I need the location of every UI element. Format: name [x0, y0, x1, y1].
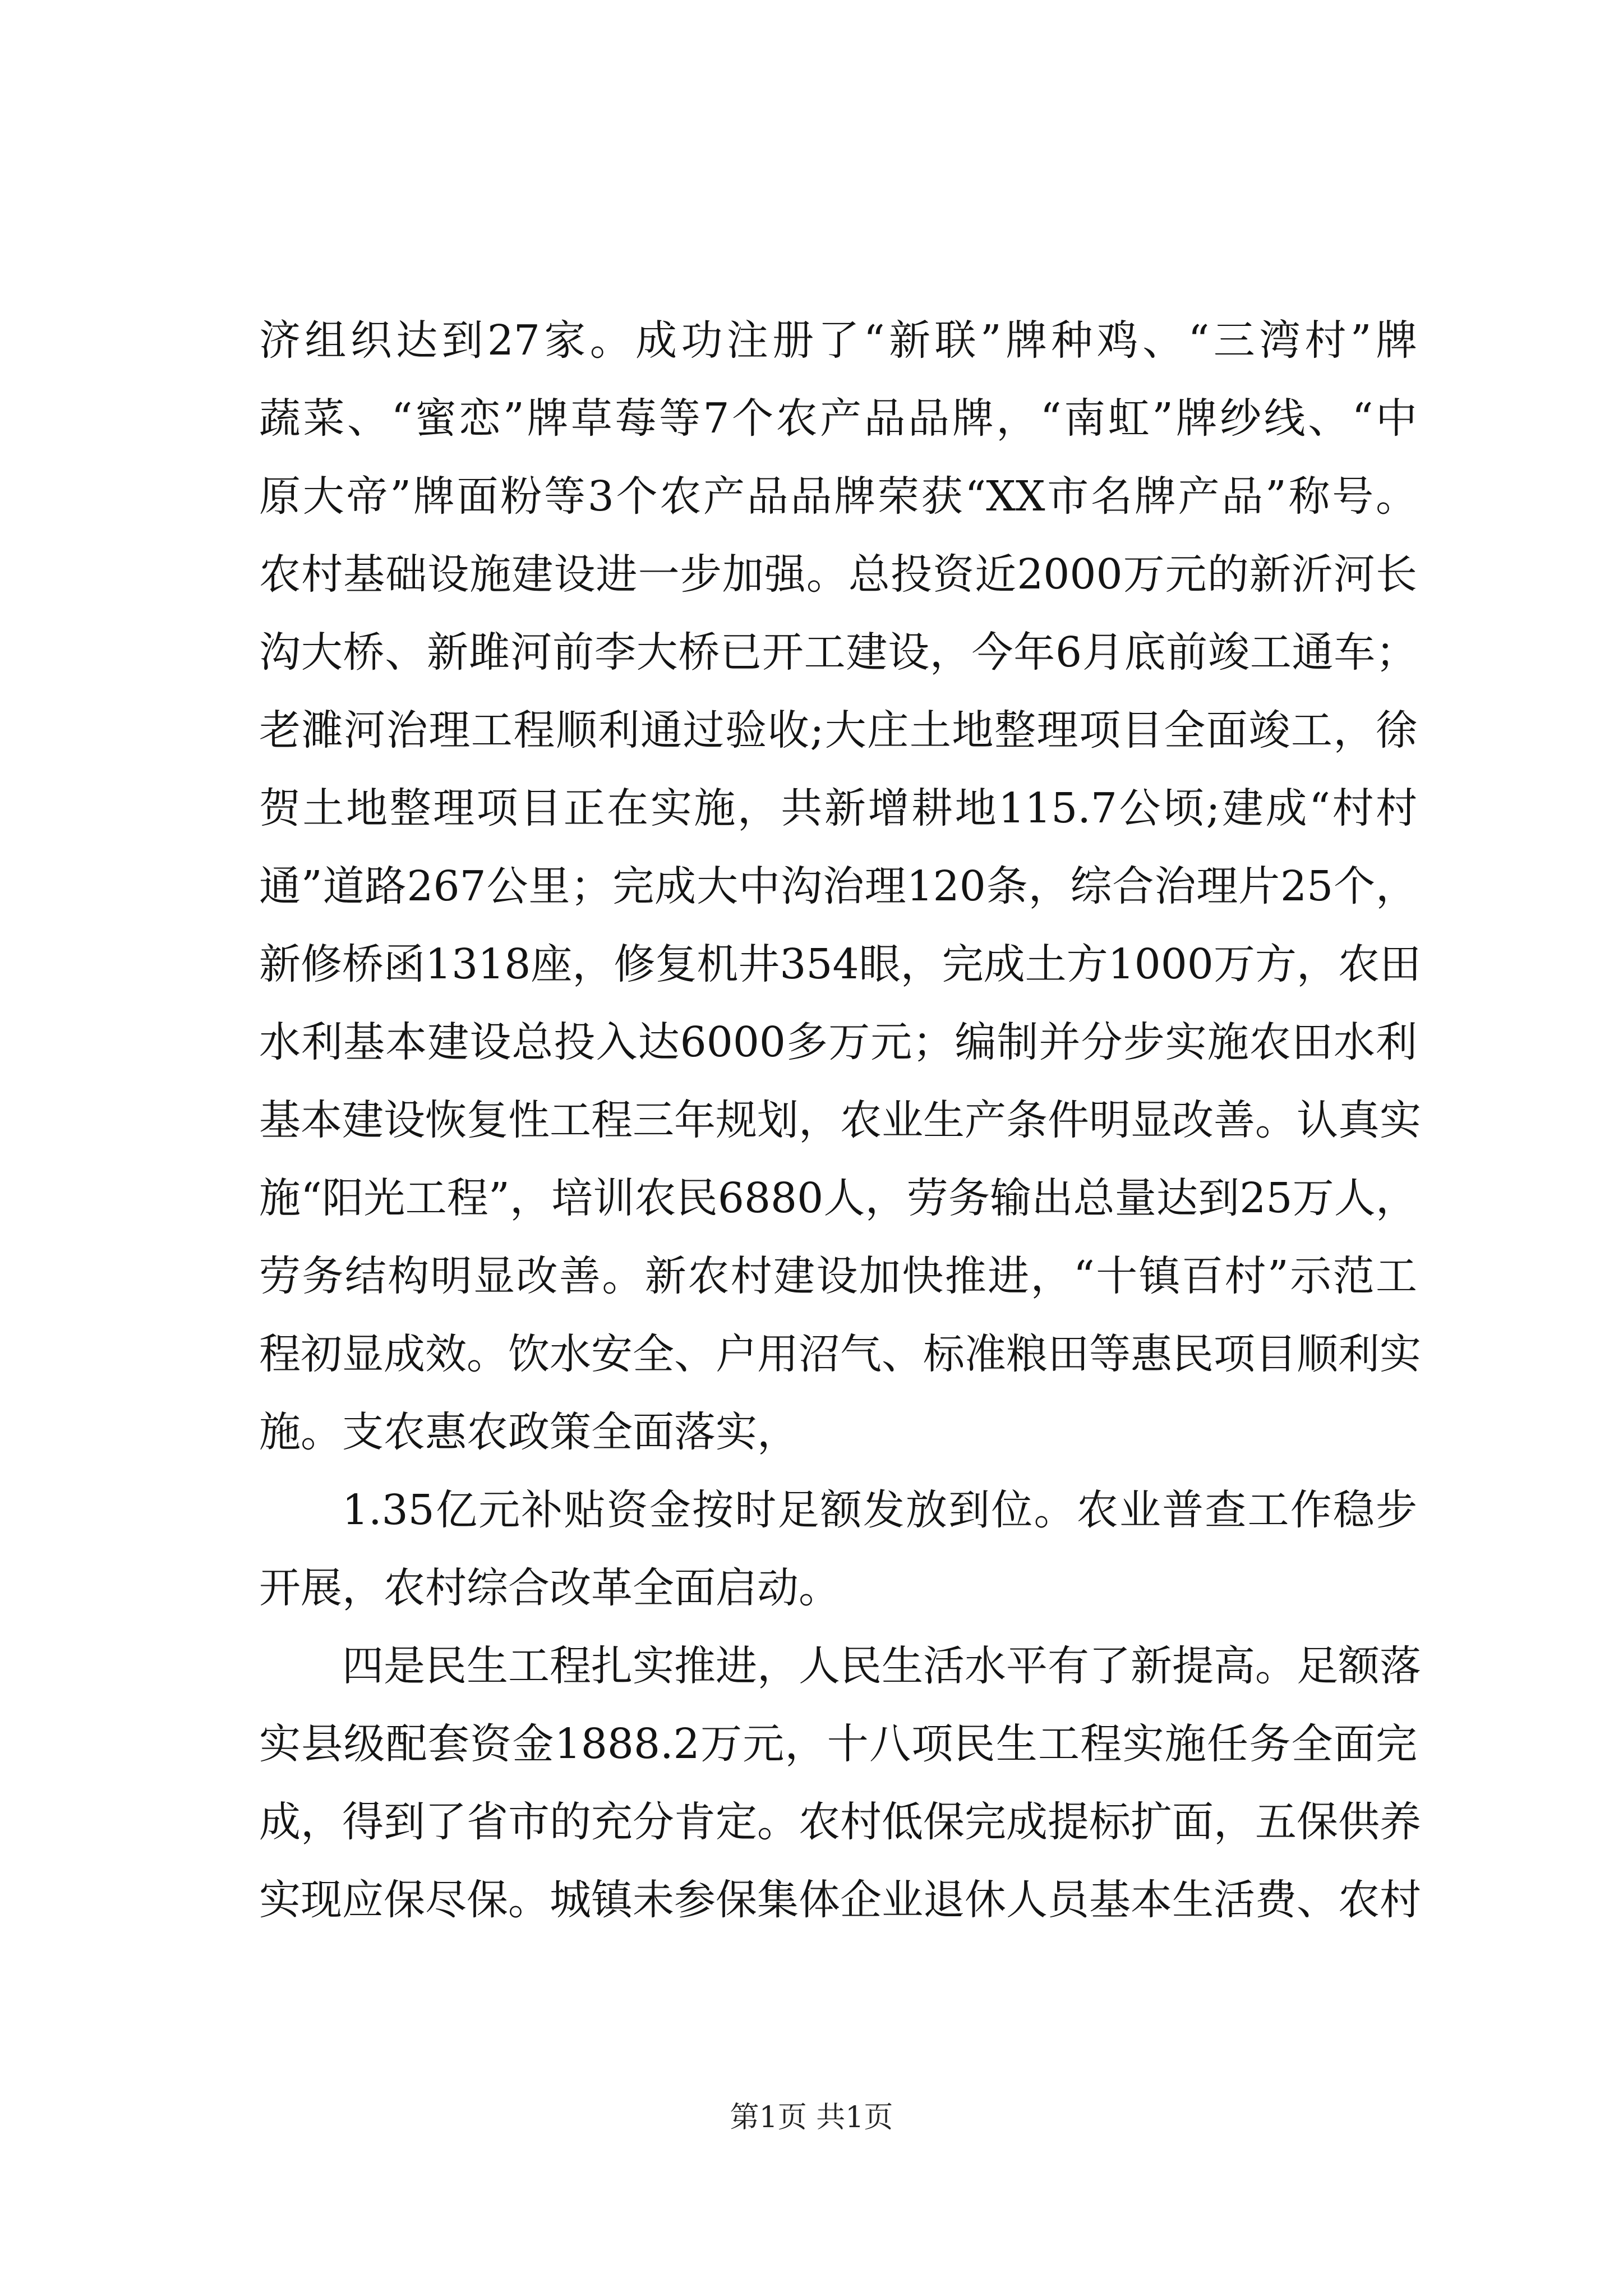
text-line: 程初显成效。饮水安全、户用沼气、标准粮田等惠民项目顺利实 [259, 1330, 1421, 1378]
text-line: 贺土地整理项目正在实施，共新增耕地115.7公顷;建成“村村 [259, 784, 1417, 832]
document-body [259, 302, 1421, 1939]
text-line: 实现应保尽保。城镇未参保集体企业退休人员基本生活费、农村 [259, 1876, 1421, 1924]
text-line: 开展，农村综合改革全面启动。 [259, 1564, 840, 1612]
text-line: 劳务结构明显改善。新农村建设加快推进，“十镇百村”示范工 [259, 1252, 1417, 1300]
text-line: 四是民生工程扎实推进，人民生活水平有了新提高。足额落 [342, 1642, 1421, 1690]
page-number-label: 第1页 共1页 [730, 2101, 893, 2134]
text-line: 施“阳光工程”，培训农民6880人，劳务输出总量达到25万人， [259, 1174, 1417, 1222]
text-line: 蔬菜、“蜜恋”牌草莓等7个农产品品牌，“南虹”牌纱线、“中 [259, 394, 1417, 443]
text-line: 实县级配套资金1888.2万元，十八项民生工程实施任务全面完 [259, 1720, 1417, 1768]
text-line: 原大帝”牌面粉等3个农产品品牌荣获“XX市名牌产品”称号。 [259, 472, 1417, 521]
page-footer [0, 2098, 1623, 2137]
text-line: 1.35亿元补贴资金按时足额发放到位。农业普查工作稳步 [342, 1486, 1417, 1534]
text-line: 农村基础设施建设进一步加强。总投资近2000万元的新沂河长 [259, 550, 1417, 599]
text-line: 老濉河治理工程顺利通过验收;大庄土地整理项目全面竣工，徐 [259, 706, 1417, 754]
text-line: 施。支农惠农政策全面落实， [259, 1408, 799, 1456]
text-line: 通”道路267公里；完成大中沟治理120条，综合治理片25个， [259, 862, 1417, 910]
text-line: 成，得到了省市的充分肯定。农村低保完成提标扩面，五保供养 [259, 1798, 1421, 1846]
text-line: 济组织达到27家。成功注册了“新联”牌种鸡、“三湾村”牌 [259, 316, 1417, 365]
text-line: 沟大桥、新雎河前李大桥已开工建设，今年6月底前竣工通车； [259, 628, 1417, 677]
text-line: 新修桥函1318座，修复机井354眼，完成土方1000万方，农田 [259, 940, 1421, 988]
text-line: 基本建设恢复性工程三年规划，农业生产条件明显改善。认真实 [259, 1096, 1421, 1144]
text-line: 水利基本建设总投入达6000多万元；编制并分步实施农田水利 [259, 1018, 1417, 1066]
